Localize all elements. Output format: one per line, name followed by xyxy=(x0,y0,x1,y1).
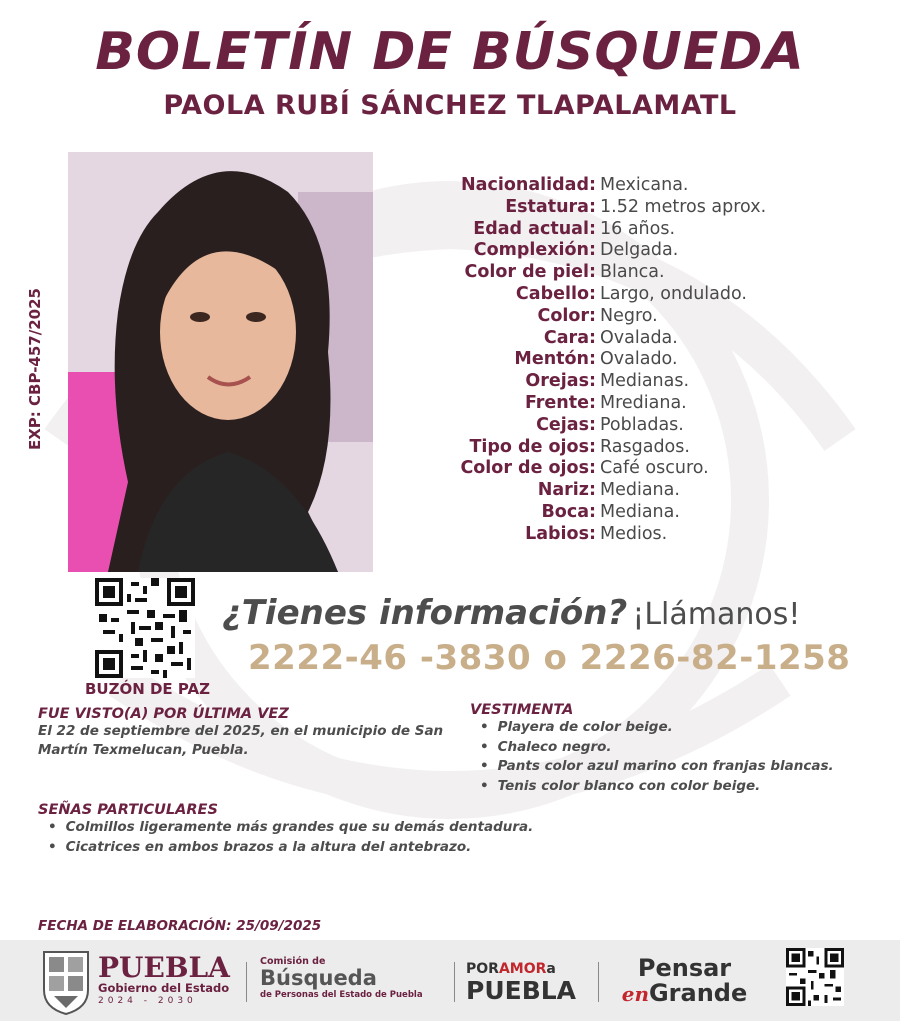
detail-value: Rasgados. xyxy=(600,436,690,457)
detail-row xyxy=(420,175,880,197)
comision-small: Comisión de xyxy=(260,956,326,967)
pensar-text: Pensar xyxy=(637,954,732,982)
detail-label: Frente: xyxy=(524,392,596,413)
qr-code-icon[interactable] xyxy=(95,578,195,678)
divider xyxy=(246,962,247,1002)
last-seen-text: El 22 de septiembre del 2025, en el municipio de San Martín Texmelucan, Puebla. xyxy=(38,723,444,758)
person-name: PAOLA RUBÍ SÁNCHEZ TLAPALAMATL xyxy=(163,90,737,121)
grande-text: Grande xyxy=(648,979,748,1007)
detail-value: Blanca. xyxy=(600,262,665,283)
divider xyxy=(598,962,599,1002)
clothing-section xyxy=(470,702,890,796)
case-number: EXP: CBP-457/2025 xyxy=(26,288,44,450)
elaboration-date: FECHA DE ELABORACIÓN: 25/09/2025 xyxy=(38,918,322,934)
detail-row xyxy=(420,524,880,546)
list-item: • Playera de color beige. xyxy=(480,718,890,738)
detail-label: Boca: xyxy=(541,501,596,522)
call-to-action xyxy=(222,593,800,633)
por-text: POR xyxy=(466,961,499,977)
comision-big: Búsqueda xyxy=(260,966,377,990)
puebla-wordmark: PUEBLA xyxy=(98,951,230,984)
divider xyxy=(454,962,455,1002)
gobierno-label: Gobierno del Estado xyxy=(98,981,230,995)
buzon-label: BUZÓN DE PAZ xyxy=(84,680,211,698)
comision-logo xyxy=(260,956,450,1000)
list-item: • Pants color azul marino con franjas blancas. xyxy=(480,757,890,777)
detail-value: Medios. xyxy=(600,523,668,544)
detail-label: Nariz: xyxy=(537,480,596,501)
puebla-text: PUEBLA xyxy=(466,976,577,1005)
detail-label: Tipo de ojos: xyxy=(469,436,596,457)
detail-value: Negro. xyxy=(600,305,658,326)
detail-label: Cabello: xyxy=(515,283,596,304)
detail-row xyxy=(420,284,880,306)
detail-row xyxy=(420,328,880,350)
detail-row xyxy=(420,262,880,284)
marks-section xyxy=(38,802,838,857)
por-amor-puebla-logo xyxy=(466,960,586,1004)
en-text: en xyxy=(621,982,649,1006)
detail-row xyxy=(420,371,880,393)
detail-value: Delgada. xyxy=(600,240,679,261)
detail-label: Mentón: xyxy=(514,349,596,370)
detail-row xyxy=(420,349,880,371)
detail-label: Labios: xyxy=(525,523,596,544)
clothing-title: VESTIMENTA xyxy=(470,702,574,718)
detail-row xyxy=(420,502,880,524)
detail-value: Largo, ondulado. xyxy=(600,283,747,304)
detail-label: Color de piel: xyxy=(464,262,596,283)
marks-title: SEÑAS PARTICULARES xyxy=(38,802,218,818)
detail-row xyxy=(420,393,880,415)
detail-value: Ovalada. xyxy=(600,327,678,348)
detail-value: 16 años. xyxy=(600,218,676,239)
detail-row xyxy=(420,415,880,437)
pensar-en-grande-logo xyxy=(612,956,757,1007)
detail-row xyxy=(420,480,880,502)
detail-row xyxy=(420,197,880,219)
detail-label: Cara: xyxy=(543,327,596,348)
phone-numbers[interactable]: 2222-46 -3830 o 2226-82-1258 xyxy=(248,638,851,678)
detail-value: Pobladas. xyxy=(600,414,684,435)
coat-of-arms-icon xyxy=(40,946,92,1016)
years-label: 2024 - 2030 xyxy=(98,996,197,1006)
list-item: • Chaleco negro. xyxy=(480,738,890,758)
list-item: • Colmillos ligeramente más grandes que su demás dentadura. xyxy=(48,818,838,838)
detail-row xyxy=(420,240,880,262)
detail-label: Estatura: xyxy=(505,196,596,217)
detail-value: Mediana. xyxy=(600,480,680,501)
detail-value: Mexicana. xyxy=(600,175,689,195)
physical-details xyxy=(420,175,880,546)
comision-sub: de Personas del Estado de Puebla xyxy=(260,990,423,1000)
detail-label: Orejas: xyxy=(525,371,596,392)
detail-value: Café oscuro. xyxy=(600,458,709,479)
detail-label: Color de ojos: xyxy=(460,458,596,479)
detail-label: Cejas: xyxy=(536,414,596,435)
detail-label: Nacionalidad: xyxy=(461,175,596,195)
detail-row xyxy=(420,219,880,241)
detail-value: 1.52 metros aprox. xyxy=(600,196,767,217)
cta-call: ¡Llámanos! xyxy=(632,597,801,632)
puebla-government-logo xyxy=(98,951,238,1007)
last-seen-section xyxy=(38,706,468,760)
detail-value: Mediana. xyxy=(600,501,680,522)
detail-row xyxy=(420,306,880,328)
detail-row xyxy=(420,437,880,459)
detail-value: Mrediana. xyxy=(600,392,687,413)
list-item: • Cicatrices en ambos brazos a la altura del antebrazo. xyxy=(48,838,838,858)
detail-label: Color: xyxy=(537,305,596,326)
detail-value: Medianas. xyxy=(600,371,690,392)
bulletin-title: BOLETÍN DE BÚSQUEDA xyxy=(95,22,805,82)
list-item: • Tenis color blanco con color beige. xyxy=(480,777,890,797)
detail-row xyxy=(420,458,880,480)
qr-code-icon[interactable] xyxy=(786,948,844,1006)
detail-value: Ovalado. xyxy=(600,349,678,370)
cta-question: ¿Tienes información? xyxy=(222,593,628,633)
person-photo xyxy=(68,152,373,572)
last-seen-title: FUE VISTO(A) POR ÚLTIMA VEZ xyxy=(38,706,289,722)
detail-label: Complexión: xyxy=(473,240,596,261)
footer-logos xyxy=(0,940,900,1021)
detail-label: Edad actual: xyxy=(473,218,596,239)
amor-text: AMOR xyxy=(498,961,547,977)
a-text: a xyxy=(546,961,556,977)
